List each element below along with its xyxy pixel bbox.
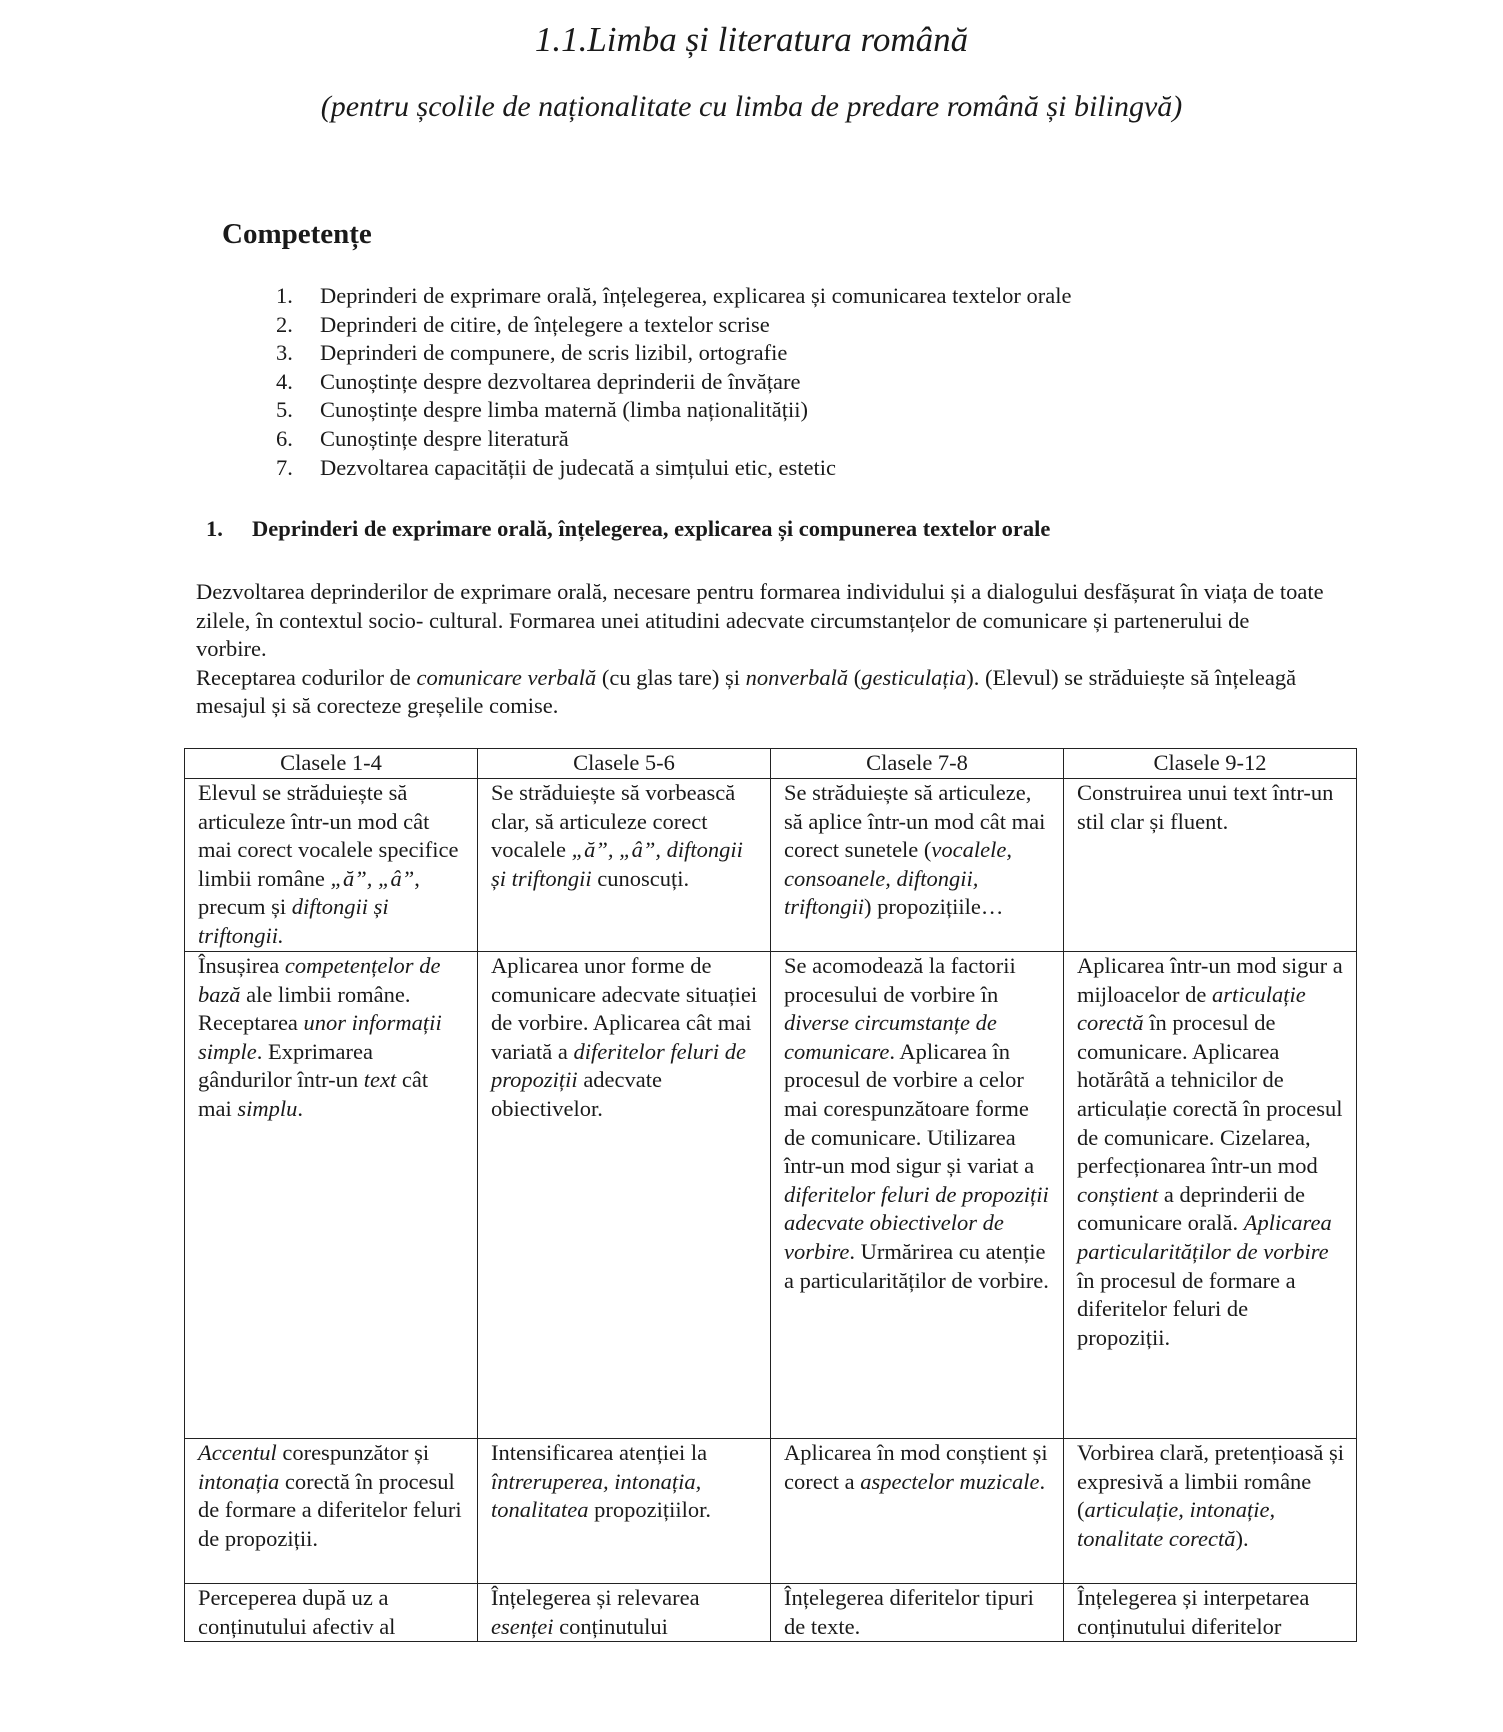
text-run: (cu glas tare) și — [596, 664, 746, 690]
list-number: 5. — [276, 397, 293, 423]
cell-text-italic: Accentul — [198, 1440, 277, 1465]
cell-text: Elevul se străduiește să articuleze într-un mod cât mai corect vocalele specifice limbii române — [198, 780, 459, 891]
table-cell — [1064, 779, 1357, 952]
cell-text-italic: articulație corectă — [1077, 981, 1306, 1036]
cell-text-italic: diftongii și triftongii. — [198, 894, 389, 948]
cell-text: cunoscuți. — [591, 865, 690, 891]
cell-text: adecvate obiectivelor. — [491, 1067, 662, 1121]
list-number: 6. — [276, 425, 293, 451]
text-run: ( — [848, 664, 862, 690]
cell-text: . Urmărirea cu atenție a particularităților de vorbire. — [784, 1238, 1049, 1293]
cell-text-italic: competențelor de bază — [198, 953, 441, 1007]
cell-text: . Aplicarea în procesul de vorbire a celor mai corespunzătoare forme de comunicare. Utilizarea într-un mod sigur și variat a — [784, 1038, 1035, 1179]
cell-text: Aplicarea într-un mod sigur a mijloacelor de — [1077, 953, 1343, 1007]
table-cell — [185, 952, 478, 1439]
table-row — [185, 1439, 1357, 1584]
cell-text: propozițiilor. — [588, 1497, 711, 1523]
text-run-italic: nonverbală — [745, 664, 849, 690]
table-row — [185, 779, 1357, 952]
cell-text-italic: articulație, intonație, tonalitate corectă — [1077, 1497, 1276, 1551]
cell-text: Aplicarea în mod conștient și corect a — [784, 1440, 1048, 1494]
cell-text-italic: întreruperea, intonația, tonalitatea — [491, 1468, 702, 1523]
list-text: Dezvoltarea capacității de judecată a simțului etic, estetic — [320, 454, 836, 480]
column-header: Clasele 9-12 — [1064, 749, 1357, 779]
cell-text: , precum și — [198, 865, 420, 920]
cell-text: în procesul de formare a diferitelor feluri de propoziții. — [1077, 1267, 1296, 1350]
cell-text-italic: unor informații simple — [198, 1010, 442, 1064]
list-text: Deprinderi de citire, de înțelegere a textelor scrise — [320, 311, 770, 337]
table-row — [185, 952, 1357, 1439]
table-cell — [771, 779, 1064, 952]
cell-text: . — [297, 1095, 304, 1121]
list-number: 4. — [276, 368, 293, 394]
table-cell — [478, 1584, 771, 1642]
table-cell — [478, 779, 771, 952]
cell-text: Se străduiește să articuleze, să aplice într-un mod cât mai corect sunetele ( — [784, 780, 1046, 863]
list-item — [262, 282, 1071, 311]
list-item — [262, 311, 1071, 340]
cell-text: Vorbirea clară, pretențioasă și expresivă a limbii române ( — [1077, 1440, 1344, 1523]
cell-text-italic: „ă”, „â” — [330, 865, 415, 891]
table-cell — [771, 1584, 1064, 1642]
cell-text-italic: simplu — [237, 1095, 298, 1121]
cell-text: ) propozițiile… — [864, 894, 1004, 920]
list-number: 2. — [276, 311, 293, 337]
table-header-row — [185, 749, 1357, 779]
list-text: Cunoștințe despre dezvoltarea deprinderii de învățare — [320, 368, 801, 394]
table-cell — [1064, 1439, 1357, 1584]
cell-text: ). — [1235, 1525, 1249, 1551]
section-number: 1. — [206, 516, 223, 541]
cell-text: Aplicarea unor forme de comunicare adecvate situației de vorbire. Aplicarea cât mai variată a — [491, 953, 758, 1064]
cell-text-italic: diverse circumstanțe de comunicare — [784, 1010, 997, 1064]
cell-text-italic: diferitelor feluri de propoziții — [491, 1038, 746, 1093]
table-cell — [771, 1439, 1064, 1584]
list-number: 3. — [276, 340, 293, 366]
cell-text-italic: intonația — [198, 1468, 280, 1494]
competences-table — [184, 748, 1357, 1642]
list-number: 7. — [276, 454, 293, 480]
cell-text: Însușirea — [198, 953, 285, 978]
text-run: Receptarea codurilor de — [196, 664, 417, 690]
cell-text-italic: text — [363, 1067, 397, 1093]
cell-text: corectă în procesul de formare a diferitelor feluri de propoziții. — [198, 1468, 462, 1551]
list-item — [262, 425, 1071, 454]
cell-text: Înțelegerea și relevarea — [491, 1585, 700, 1610]
page-title: 1.1.Limba și literatura română — [534, 20, 969, 59]
cell-text: ale limbii române. Receptarea — [198, 981, 411, 1036]
cell-text: conținutului — [553, 1613, 668, 1639]
column-header: Clasele 7-8 — [771, 749, 1064, 779]
section-heading — [206, 516, 1050, 542]
table-cell — [185, 1584, 478, 1642]
list-text: Deprinderi de compunere, de scris lizibil, ortografie — [320, 340, 788, 366]
cell-text: . Exprimarea gândurilor într-un — [198, 1038, 373, 1093]
column-header: Clasele 5-6 — [478, 749, 771, 779]
cell-text: cât mai — [198, 1067, 429, 1121]
table-cell — [1064, 952, 1357, 1439]
section-title: Deprinderi de exprimare orală, înțelegerea, explicarea și compunerea textelor orale — [252, 516, 1051, 541]
intro-paragraph — [196, 664, 1324, 721]
column-header: Clasele 1-4 — [185, 749, 478, 779]
competences-list — [262, 282, 1071, 482]
cell-text: în procesul de comunicare. Aplicarea hotărâtă a tehnicilor de articulație corectă în procesul de comunicare. Cizelarea, perfecționarea într-un mod — [1077, 1010, 1343, 1179]
table-cell — [1064, 1584, 1357, 1642]
text-run: ). (Elevul) se străduiește să înțeleagă mesajul și să corecteze greșelile comise. — [196, 664, 1297, 719]
cell-text-italic: vocalele, consoanele, diftongii, triftongii — [784, 837, 1012, 920]
cell-text: corespunzător și — [276, 1440, 430, 1465]
cell-text: Perceperea după uz a conținutului afectiv al — [198, 1585, 396, 1639]
table-cell — [185, 1439, 478, 1584]
table-cell — [478, 952, 771, 1439]
cell-text-italic: diferitelor feluri de propoziții adecvate obiectivelor de vorbire — [784, 1181, 1049, 1264]
list-item — [262, 339, 1071, 368]
cell-text-italic: aspectelor muzicale — [860, 1468, 1040, 1494]
text-run-italic: comunicare verbală — [416, 664, 597, 690]
cell-text-italic: conștient — [1077, 1181, 1159, 1207]
text-run-italic: gesticulația — [861, 664, 967, 690]
competences-heading: Competențe — [222, 218, 372, 250]
cell-text: Construirea unui text într-un stil clar și fluent. — [1077, 780, 1334, 834]
section-intro — [196, 578, 1324, 721]
cell-text: Intensificarea atenției la — [491, 1440, 708, 1465]
cell-text-italic: esenței — [491, 1613, 554, 1639]
list-item — [262, 454, 1071, 483]
page-subtitle: (pentru școlile de naționalitate cu limba de predare română și bilingvă) — [320, 90, 1183, 123]
table-cell — [478, 1439, 771, 1584]
table-row — [185, 1584, 1357, 1642]
cell-text: a deprinderii de comunicare orală. — [1077, 1181, 1306, 1236]
cell-text: Se străduiește să vorbească clar, să articuleze corect vocalele — [491, 780, 736, 863]
list-text: Deprinderi de exprimare orală, înțelegerea, explicarea și comunicarea textelor orale — [320, 283, 1072, 308]
cell-text-italic: „ă”, „â”, diftongii și triftongii — [491, 837, 743, 891]
list-text: Cunoștințe despre literatură — [320, 425, 569, 451]
cell-text: Înțelegerea și interpetarea conținutului diferitelor — [1077, 1585, 1310, 1639]
cell-text: Se acomodează la factorii procesului de vorbire în — [784, 953, 1016, 1007]
cell-text-italic: Aplicarea particularităților de vorbire — [1077, 1210, 1332, 1264]
intro-paragraph: Dezvoltarea deprinderilor de exprimare orală, necesare pentru formarea individului și a dialogului desfășurat în viața de toate zilele, în contextul socio- cultural. Formarea unei atitudini adecvate circumstanțelor de comunicare și partenerului de vorbire. — [196, 579, 1324, 662]
cell-text: Înțelegerea diferitelor tipuri de texte. — [784, 1585, 1034, 1639]
list-item — [262, 368, 1071, 397]
cell-text: . — [1039, 1468, 1046, 1494]
list-item — [262, 396, 1071, 425]
list-text: Cunoștințe despre limba maternă (limba naționalității) — [320, 397, 808, 423]
table-cell — [771, 952, 1064, 1439]
list-number: 1. — [276, 283, 293, 308]
table-cell — [185, 779, 478, 952]
